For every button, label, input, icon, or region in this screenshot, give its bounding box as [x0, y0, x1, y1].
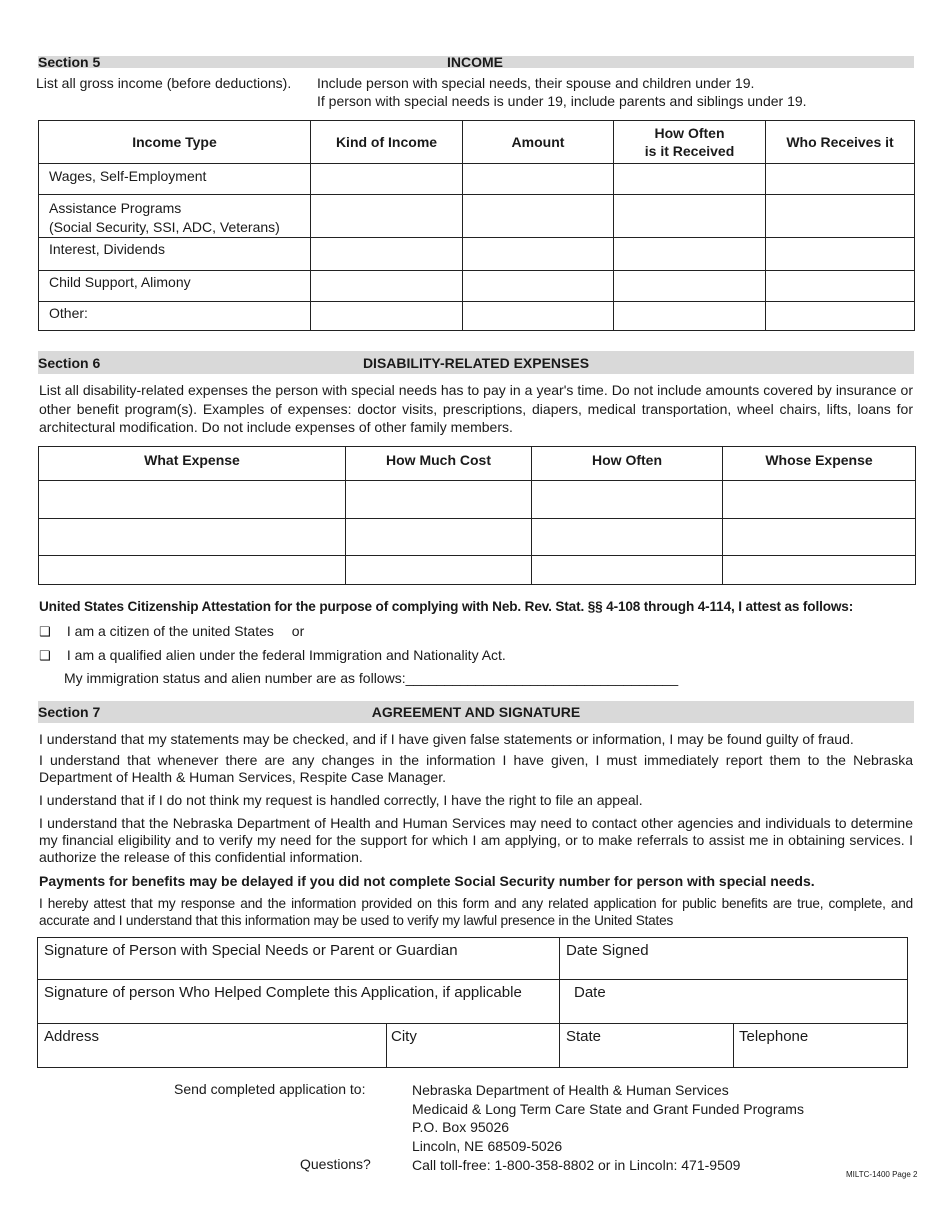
- telephone-label: Telephone: [739, 1028, 809, 1045]
- signature-helper-label: Signature of person Who Helped Complete this Application, if applicable: [44, 984, 522, 1001]
- signature-person-label: Signature of Person with Special Needs or Parent or Guardian: [44, 942, 458, 959]
- agreement-p2: I understand that whenever there are any changes in the information I have given, I must immediately report them to the Nebraska Department of Health & Human Services, Respite Case Manager.: [39, 752, 913, 785]
- who-receives-cell[interactable]: [766, 302, 915, 331]
- income-type-cell: [39, 195, 311, 238]
- amount-header: Amount: [463, 121, 614, 164]
- section7-bar: [38, 701, 914, 723]
- date-signed-label: Date Signed: [566, 942, 649, 959]
- who-receives-cell[interactable]: [766, 238, 915, 271]
- how-much-cost-header: How Much Cost: [346, 447, 532, 481]
- city-field[interactable]: [386, 1023, 560, 1068]
- income-type-line1: Assistance Programs: [49, 200, 182, 216]
- kind-cell[interactable]: [311, 238, 463, 271]
- agreement-p1: I understand that my statements may be checked, and if I have given false statements or information, I may be found guilty of fraud.: [39, 731, 854, 747]
- city-label: City: [391, 1028, 417, 1045]
- what-expense-header: What Expense: [39, 447, 346, 481]
- citizen-option[interactable]: [39, 623, 304, 640]
- date-label: Date: [574, 984, 606, 1001]
- signature-helper-field[interactable]: [37, 979, 560, 1024]
- income-type-cell: Interest, Dividends: [39, 238, 311, 271]
- send-label: Send completed application to:: [174, 1081, 366, 1097]
- income-type-cell: Wages, Self-Employment: [39, 164, 311, 195]
- cost-cell[interactable]: [346, 519, 532, 556]
- address-line-4: Lincoln, NE 68509-5026: [412, 1138, 563, 1155]
- table-row: [39, 302, 915, 331]
- section6-intro: List all disability-related expenses the person with special needs has to pay in a year's time. Do not include amounts covered by insurance or other benefit program(s). Examples of expenses: doctor visits, prescriptions, diapers, medical transportation, wheel chairs, lifts, loans for architectural modification. Do not include expenses of other family members.: [39, 382, 913, 435]
- alien-option[interactable]: [39, 647, 506, 664]
- alien-option-label: I am a qualified alien under the federal Immigration and Nationality Act.: [66, 647, 506, 663]
- section5-intro-left: List all gross income (before deductions).: [36, 75, 292, 91]
- section6-bar: [38, 351, 914, 374]
- whose-expense-header: Whose Expense: [723, 447, 916, 481]
- whose-cell[interactable]: [723, 556, 916, 585]
- how-often-header: [614, 121, 766, 164]
- state-label: State: [566, 1028, 602, 1045]
- amount-cell[interactable]: [463, 238, 614, 271]
- questions-label: Questions?: [300, 1156, 371, 1172]
- table-row: [39, 238, 915, 271]
- often-cell[interactable]: [532, 519, 723, 556]
- address-line-3: P.O. Box 95026: [412, 1119, 510, 1136]
- section7-label: Section 7: [38, 704, 101, 720]
- table-row: [39, 519, 916, 556]
- expense-cell[interactable]: [39, 519, 346, 556]
- telephone-field[interactable]: [733, 1023, 908, 1068]
- table-row: [39, 481, 916, 519]
- citizenship-heading: United States Citizenship Attestation for the purpose of complying with Neb. Rev. Stat. §§ 4-108 through 4-114, I attest as follows:: [39, 599, 854, 614]
- kind-cell[interactable]: [311, 271, 463, 302]
- how-often-header-line1: How Often: [654, 125, 725, 141]
- who-receives-cell[interactable]: [766, 164, 915, 195]
- often-cell[interactable]: [532, 481, 723, 519]
- income-type-line2: (Social Security, SSI, ADC, Veterans): [49, 219, 280, 235]
- amount-cell[interactable]: [463, 195, 614, 238]
- section5-intro-right-1: Include person with special needs, their spouse and children under 19.: [317, 75, 755, 91]
- amount-cell[interactable]: [463, 164, 614, 195]
- table-row: [39, 164, 915, 195]
- phone-line: Call toll-free: 1-800-358-8802 or in Lincoln: 471-9509: [412, 1156, 741, 1173]
- often-cell[interactable]: [532, 556, 723, 585]
- amount-cell[interactable]: [463, 302, 614, 331]
- state-field[interactable]: [559, 1023, 734, 1068]
- signature-person-field[interactable]: [37, 937, 560, 980]
- citizen-checkbox-icon[interactable]: ❑: [39, 624, 51, 639]
- who-receives-header: Who Receives it: [766, 121, 915, 164]
- how-often-cell[interactable]: [614, 164, 766, 195]
- kind-of-income-header: Kind of Income: [311, 121, 463, 164]
- cost-cell[interactable]: [346, 481, 532, 519]
- income-type-cell: Other:: [39, 302, 311, 331]
- who-receives-cell[interactable]: [766, 271, 915, 302]
- section6-title: DISABILITY-RELATED EXPENSES: [362, 355, 590, 371]
- section7-title: AGREEMENT AND SIGNATURE: [371, 704, 581, 720]
- section5-label: Section 5: [38, 54, 101, 70]
- kind-cell[interactable]: [311, 302, 463, 331]
- address-line-1: Nebraska Department of Health & Human Services: [412, 1082, 729, 1098]
- cost-cell[interactable]: [346, 556, 532, 585]
- section5-title: INCOME: [447, 54, 503, 70]
- address-line-2: Medicaid & Long Term Care State and Grant Funded Programs: [412, 1100, 804, 1117]
- how-often-cell[interactable]: [614, 302, 766, 331]
- agreement-p3: I understand that if I do not think my request is handled correctly, I have the right to file an appeal.: [39, 792, 643, 808]
- immigration-status-line[interactable]: My immigration status and alien number are as follows:___________________________________: [64, 670, 679, 686]
- ssn-notice: Payments for benefits may be delayed if you did not complete Social Security number for person with special needs.: [39, 873, 815, 889]
- table-row: [39, 556, 916, 585]
- amount-cell[interactable]: [463, 271, 614, 302]
- address-field[interactable]: [37, 1023, 387, 1068]
- expense-cell[interactable]: [39, 556, 346, 585]
- form-id: MILTC-1400 Page 2: [846, 1170, 918, 1179]
- who-receives-cell[interactable]: [766, 195, 915, 238]
- attestation-text: I hereby attest that my response and the information provided on this form and any related application for public benefits are true, complete, and accurate and I understand that this information may be used to verify my lawful presence in the United States: [39, 896, 913, 928]
- expenses-table: [38, 446, 916, 585]
- how-often-header: How Often: [532, 447, 723, 481]
- how-often-header-line2: is it Received: [644, 143, 735, 159]
- address-label: Address: [44, 1028, 100, 1045]
- date-field[interactable]: [559, 979, 908, 1024]
- how-often-cell[interactable]: [614, 195, 766, 238]
- income-table: [38, 120, 915, 331]
- alien-checkbox-icon[interactable]: ❑: [39, 648, 51, 663]
- whose-cell[interactable]: [723, 519, 916, 556]
- expense-cell[interactable]: [39, 481, 346, 519]
- agreement-p4: I understand that the Nebraska Department of Health and Human Services may need to contact other agencies and individuals to determine my financial eligibility and to verify my need for the support for which I am applying, or to make referrals to assist me in obtaining services. I authorize the release of this confidential information.: [39, 815, 913, 865]
- date-signed-field[interactable]: [559, 937, 908, 980]
- or-label: or: [291, 623, 305, 639]
- income-type-cell: Child Support, Alimony: [39, 271, 311, 302]
- table-row: [39, 195, 915, 238]
- whose-cell[interactable]: [723, 481, 916, 519]
- income-type-header: Income Type: [39, 121, 311, 164]
- section6-label: Section 6: [38, 355, 101, 371]
- mailing-address: [412, 1081, 804, 1175]
- how-often-cell[interactable]: [614, 238, 766, 271]
- citizen-option-label: I am a citizen of the united States: [66, 623, 274, 639]
- table-row: [39, 271, 915, 302]
- kind-cell[interactable]: [311, 164, 463, 195]
- how-often-cell[interactable]: [614, 271, 766, 302]
- section5-intro-right-2: If person with special needs is under 19, include parents and siblings under 19.: [317, 93, 807, 109]
- kind-cell[interactable]: [311, 195, 463, 238]
